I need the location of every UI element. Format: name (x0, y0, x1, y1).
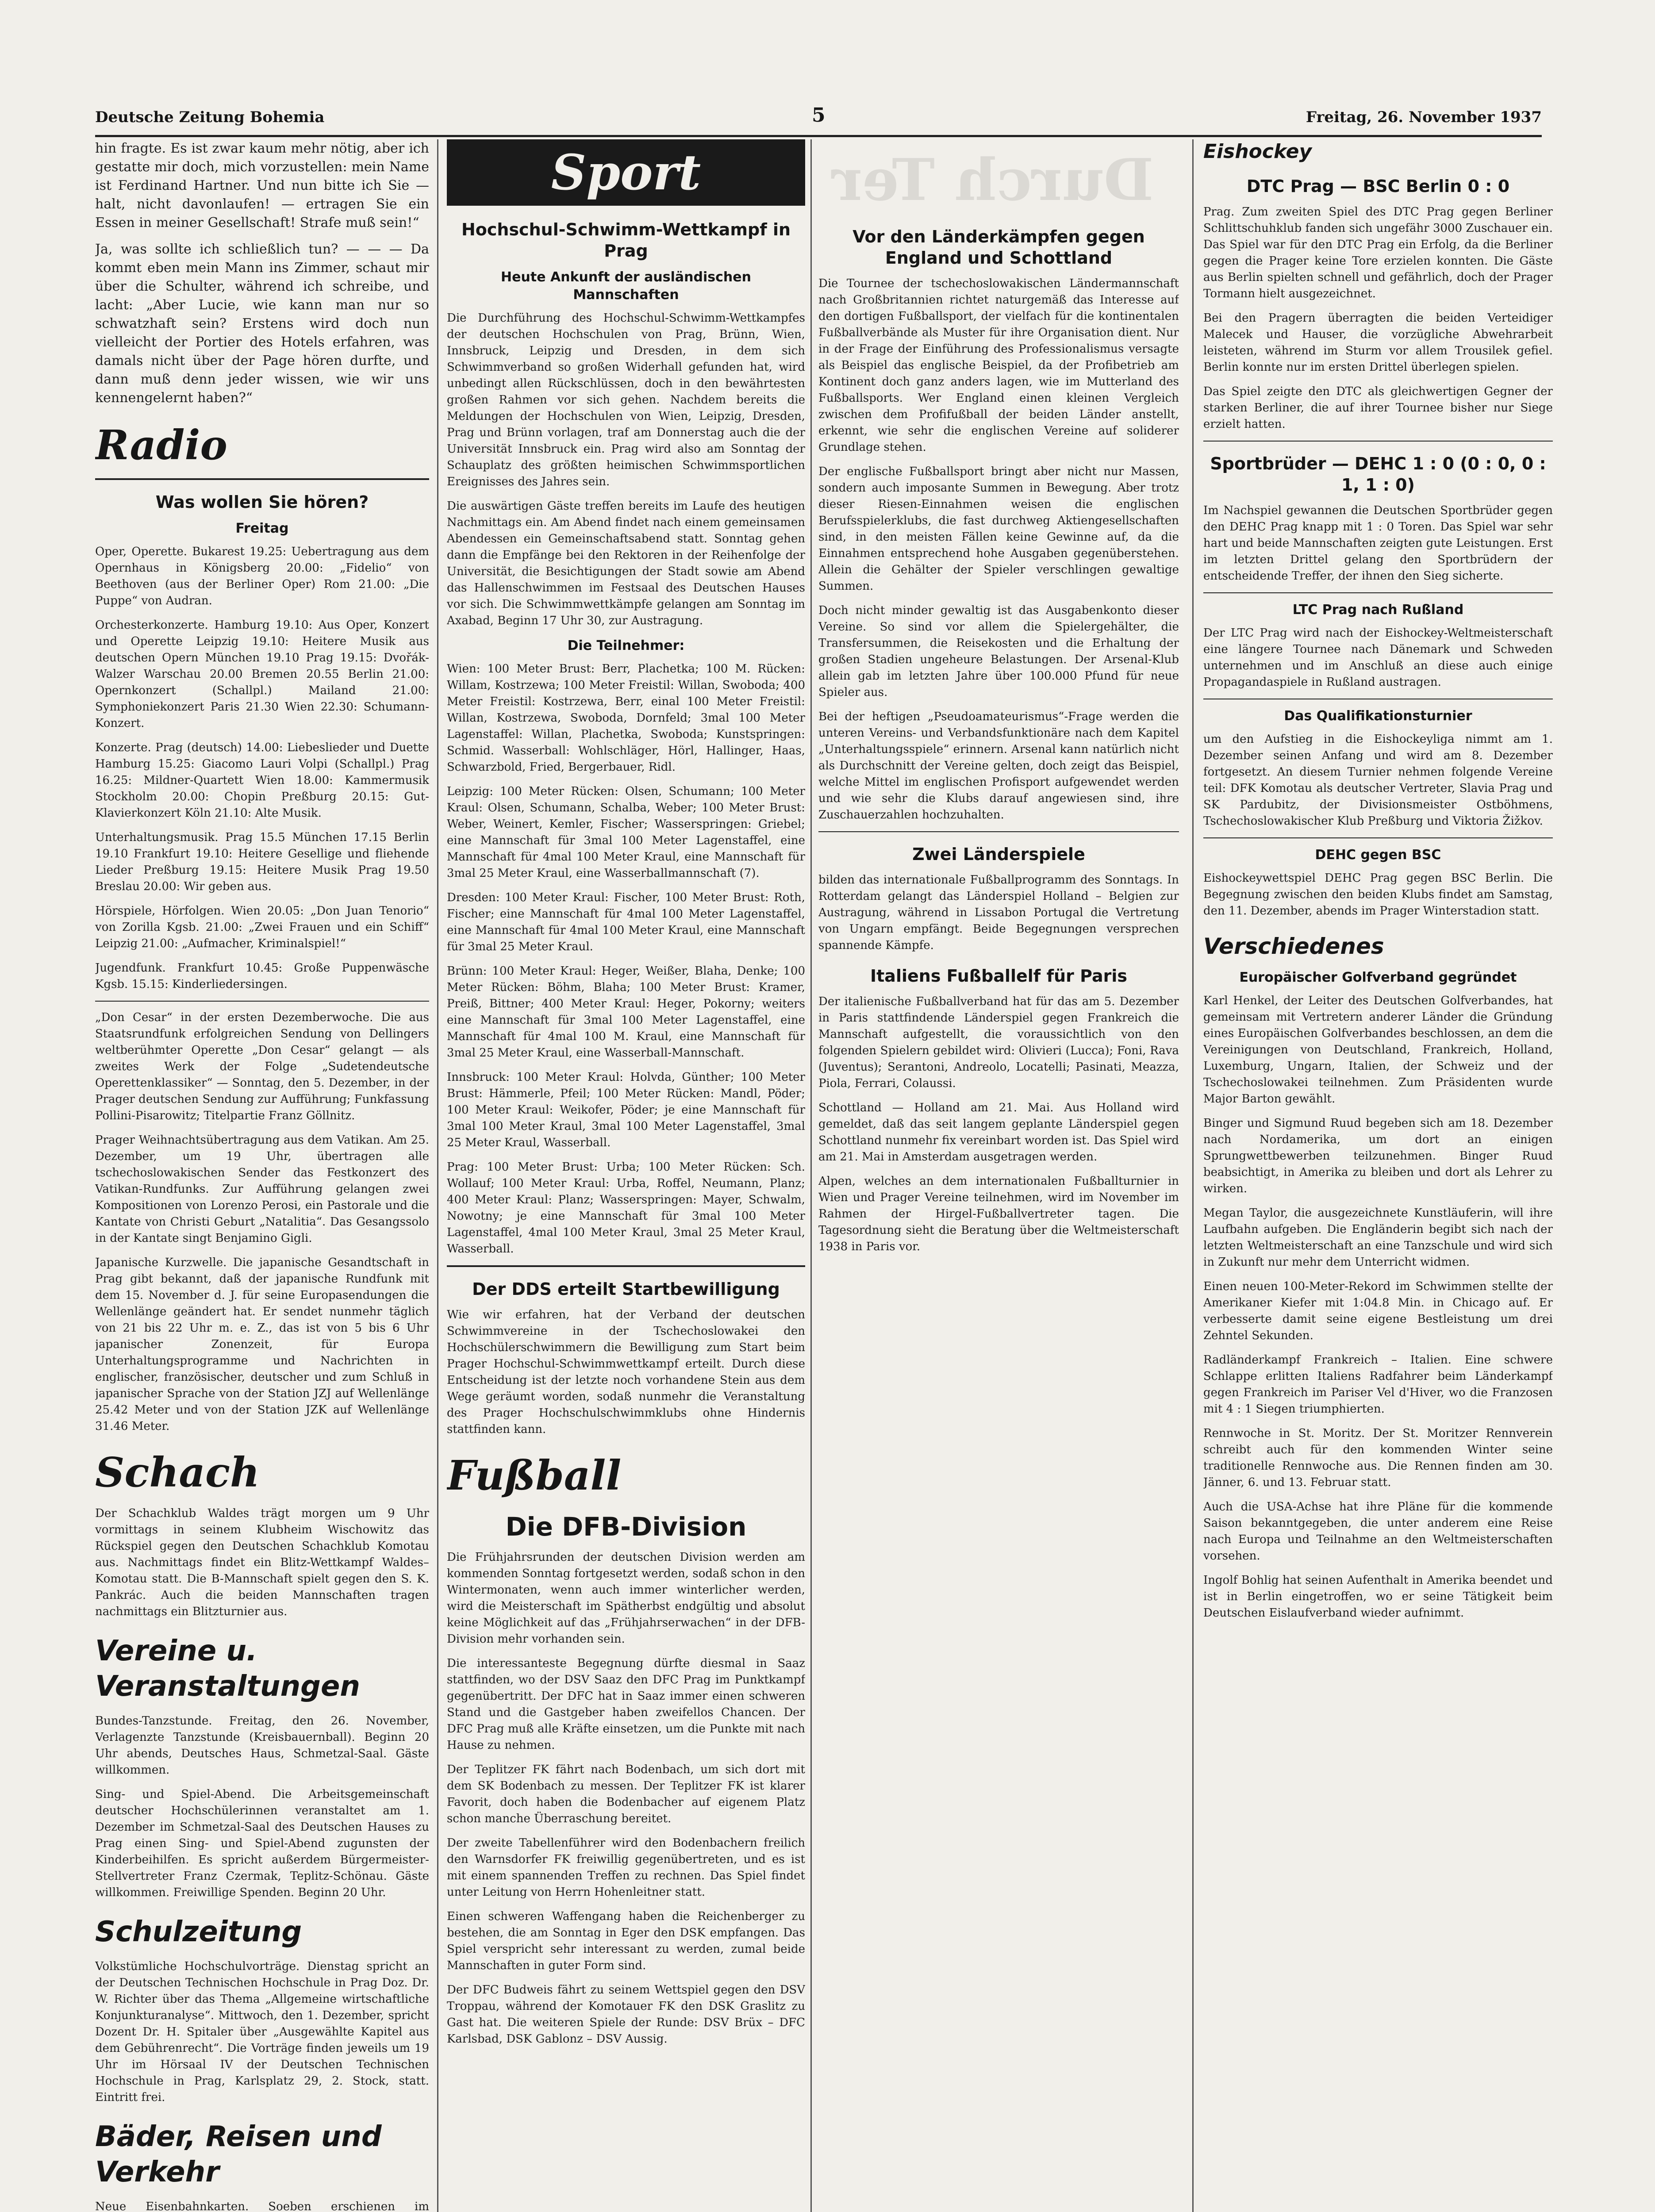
radio-listing: Konzerte. Prag (deutsch) 14.00: Liebeslieder und Duette Hamburg 15.25: Giacomo Lauri Volpi (Schallpl.) Prag 16.25: Mildner-Quartett Wien 18.00: Kammermusik Stockholm 20.00: Chopin Preßburg 20.15: Gut-Klavierkonzert Köln 21.10: Alte Musik. (95, 741, 429, 820)
radio-notice: „Don Cesar“ in der ersten Dezemberwoche. Die aus Staatsrundfunk erfolgreichen Sendung von Dellingers weltberühmter Operette „Don Cesar“ gelangt — als zweites Werk der Folge „Sudetendeutsche Operettenklassiker“ — Sonntag, den 5. Dezember, in der Prager deutschen Sendung zur Aufführung; Funkfassung Pollini-Pisarowitz; Titelpartie Franz Göllnitz. (95, 1011, 429, 1122)
countries-article: Doch nicht minder gewaltig ist das Ausgabenkonto dieser Vereine. So sind vor allem die Spielergehälter, die Transfersummen, die Reisekosten und die Erhaltung der großen Stadien ungeheure Belastungen. Der Arsenal-Klub allein gab im letzten Jahre über 100.000 Pfund für neue Spieler aus. (818, 604, 1179, 699)
section-banner-sport: Sport (447, 139, 805, 206)
section-title-radio: Radio (95, 421, 227, 469)
divider (818, 831, 1179, 832)
participants-list: Innsbruck: 100 Meter Kraul: Holvda, Günther; 100 Meter Brust: Hämmerle, Pfeil; 100 Meter Rücken: Mandl, Pöder; 100 Meter Kraul: Weikofer, Pöder; je eine Mannschaft für 3mal 100 Meter Kraul, 3mal 100 Meter Lagenstaffel, 3mal 25 Meter Kraul, Wasserball. (447, 1071, 805, 1149)
misc-article: Einen neuen 100-Meter-Rekord im Schwimmen stellte der Amerikaner Kiefer mit 1:04.8 Min. in Chicago auf. Er verbesserte damit seine eigene Bestleistung um drei Zehntel Sekunden. (1203, 1280, 1553, 1342)
sportbrueder-article: Im Nachspiel gewannen die Deutschen Sportbrüder gegen den DEHC Prag knapp mit 1 : 0 Toren. Das Spiel war sehr hart und beide Mannschaften zeigten gute Leistungen. Erst im letzten Drittel gelang den Sportbrüdern der entscheidende Treffer, der ihnen den Sieg sicherte. (1203, 504, 1553, 583)
column-rule (1192, 139, 1194, 2212)
section-title-vereine: Vereine u. Veranstaltungen (95, 1635, 360, 1703)
divider (95, 478, 429, 480)
radio-listing: Unterhaltungsmusik. Prag 15.5 München 17.15 Berlin 19.10 Frankfurt 19.10: Heitere Gesellige und fliehende Lieder Preßburg 19.15: Heitere Musik Prag 19.50 Breslau 20.00: Wir geben aus. (95, 831, 429, 893)
dfb-article: Der Teplitzer FK fährt nach Bodenbach, um sich dort mit dem SK Bodenbach zu messen. Der Teplitzer FK ist klarer Favorit, doch haben die Bodenbacher auf eigenem Platz schon manche Überraschung bereitet. (447, 1763, 805, 1825)
swimming-article: Die auswärtigen Gäste treffen bereits im Laufe des heutigen Nachmittags ein. Am Abend findet nach einem gemeinsamen Abendessen ein Gemeinschaftsabend statt. Sonntag gehen dann die Empfänge bei den Rektoren in der Reihenfolge der Universität, die Besichtigungen der Stadt sowie am Abend das Hallenschwimmen im Festsaal des Deutschen Hauses vor sich. Die Schwimmwettkämpfe gelangen am Sonntag im Axabad, Beginn 17 Uhr 30, zur Austragung. (447, 499, 805, 627)
section-title-icehockey: Eishockey (1203, 140, 1312, 163)
vereine-notice: Sing- und Spiel-Abend. Die Arbeitsgemeinschaft deutscher Hochschülerinnen veranstaltet am 1. Dezember im Schmetzal-Saal des Deutschen Hauses zu Prag einen Sing- und Spiel-Abend zugunsten der Kinderbeihilfen. Es spricht außerdem Bürgermeister-Stellvertreter Franz Czermak, Teplitz-Schönau. Gäste willkommen. Freiwillige Spenden. Beginn 20 Uhr. (95, 1788, 429, 1899)
subheadline-swimming: Heute Ankunft der ausländischen Mannschaften (501, 269, 751, 303)
headline-russia: LTC Prag nach Rußland (1292, 602, 1464, 618)
two-internationals-article: bilden das internationale Fußballprogramm des Sonntags. In Rotterdam gelangt das Länderspiel Holland – Belgien zur Austragung, während in Lissabon Portugal die Vertretung von Ungarn empfängt. Beide Begegnungen versprechen spannende Kämpfe. (818, 873, 1179, 952)
participants-list: Wien: 100 Meter Brust: Berr, Plachetka; 100 M. Rücken: Willam, Kostrzewa; 100 Meter Freistil: Willan, Swoboda; 400 Meter Freistil: Kostrzewa, Berr, einal 100 Meter Freistil: Willan, Kostrzewa, Swoboda, Dornfeld; 3mal 100 Meter Lagenstaffel: Willan, Plachetka, Swoboda; Kunstspringen: Schmid. Wasserball: Wohlschläger, Hörl, Hallinger, Haas, Schwarzbold, Fried, Bergerbauer, Ridl. (447, 662, 805, 774)
issue-date: Freitag, 26. November 1937 (1306, 108, 1542, 126)
radio-question: Was wollen Sie hören? (155, 492, 369, 512)
countries-article: Die Tournee der tschechoslowakischen Ländermannschaft nach Großbritannien richtet naturgemäß das Interesse auf den dortigen Fußballsport, der vielfach für die kontinentalen Fußballverbände als Muster für ihre Organisation dient. Nur in der Frage der Einführung des Professionalismus versagte als Beispiel das englische Beispiel, da der Profibetrieb am Kontinent doch ganz anders lagen, wie im Mutterland des Fußballsports. Wer England einen kleinen Vergleich zwischen dem Profifußball der beiden Länder anstellt, erkennt, wie sehr die englischen Vereine auf soliderer Grundlage stehen. (818, 277, 1179, 454)
divider (95, 1001, 429, 1002)
section-title-football: Fußball (447, 1452, 622, 1499)
russia-article: Der LTC Prag wird nach der Eishockey-Weltmeisterschaft eine längere Tournee nach Dänemark und Schweden unternehmen und im Anschluß an diese auch einige Propagandaspiele in Rußland austragen. (1203, 626, 1553, 689)
page-number: 5 (812, 104, 826, 127)
headline-dehc-bsc: DEHC gegen BSC (1315, 847, 1441, 863)
headline-dtc-bsc: DTC Prag — BSC Berlin 0 : 0 (1246, 177, 1510, 196)
headline-countries: Vor den Länderkämpfen gegen England und Schottland (852, 227, 1145, 268)
golf-article: Karl Henkel, der Leiter des Deutschen Golfverbandes, hat gemeinsam mit Vertretern anderer Länder die Gründung eines Europäischen Golfverbandes beschlossen, an dem die Vereinigungen von Deutschland, Frankreich, Holland, Luxemburg, Ungarn, Italien, der Schweiz und der Tschechoslowakei teilnehmen. Zum Präsidenten wurde Major Barton gewählt. (1203, 994, 1553, 1106)
misc-article: Auch die USA-Achse hat ihre Pläne für die kommende Saison bekanntgegeben, die unter anderem eine Reise nach Europa und Teilnahme an den Weltmeisterschaften vorsehen. (1203, 1500, 1553, 1563)
alpen-article: Alpen, welches an dem internationalen Fußballturnier in Wien und Prager Vereine teilnehmen, wird im November im Rahmen der Hirgel-Fußballvertreter tagen. Die Tagesordnung sieht die Beratung über die Weltmeisterschaft 1938 in Paris vor. (818, 1175, 1179, 1253)
dfb-article: Der zweite Tabellenführer wird den Bodenbachern freilich den Warnsdorfer FK freiwillig gegenübertreten, und es ist mit einem spannenden Treffen zu rechnen. Das Spiel findet unter Leitung von Herrn Hohenleitner statt. (447, 1836, 805, 1899)
page-header (95, 100, 1542, 137)
italy-article: Der italienische Fußballverband hat für das am 5. Dezember in Paris stattfindende Länderspiel gegen Frankreich die Mannschaft aufgestellt, die voraussichtlich von den folgenden Spielern gebildet wird: Olivieri (Lucca); Foni, Rava (Juventus); Serantoni, Andreolo, Locatelli; Pasinati, Meazza, Piola, Ferrari, Colaussi. (818, 995, 1179, 1090)
swimming-article: Die Durchführung des Hochschul-Schwimm-Wettkampfes der deutschen Hochschulen von Prag, Brünn, Wien, Innsbruck, Leipzig und Dresden, in dem sich Schwimmverband so großen Widerhall gefunden hat, wird unbedingt allen Rückschlüssen, doch in den bewährtesten großen Rahmen vor sich gehen. Nachdem bereits die Meldungen der Hochschulen von Wien, Leipzig, Dresden, Prag und Brünn vorlagen, traf am Donnerstag auch die der Universität Innsbruck ein. Prag wird also am Sonntag der Schauplatz des größten heimischen Schwimmsportlichen Ereignisses des Jahres sein. (447, 311, 805, 488)
radio-day: Freitag (235, 521, 289, 536)
radio-listing: Hörspiele, Hörfolgen. Wien 20.05: „Don Juan Tenorio“ von Zorilla Kgsb. 21.00: „Zwei Frauen und ein Schiff“ Leipzig 21.00: „Aufmacher, Kriminalspiel!“ (95, 904, 429, 950)
story-continuation: Ja, was sollte ich schließlich tun? — — — Da kommt eben mein Mann ins Zimmer, schaut mir über die Schulter, während ich schreibe, und lacht: „Aber Lucie, wie kann man nur so schwatzhaft sein? Erstens wird doch nun vielleicht der Portier des Hotels erfahren, was damals nicht über der Page hören durfte, und dann muß denn jeder wissen, wie wir uns kennengelernt haben?“ (95, 242, 429, 406)
dds-article: Wie wir erfahren, hat der Verband der deutschen Schwimmvereine in der Tschechoslowakei den Hochschülerschwimmern die Bewilligung zum Start beim Prager Hochschul-Schwimmwettkampf erteilt. Durch diese Entscheidung ist der letzte noch vorhandene Stein aus dem Wege geräumt worden, sodaß nunmehr die Veranstaltung des Prager Hochschulschwimmklubs ohne Hindernis stattfinden kann. (447, 1308, 805, 1436)
story-continuation: hin fragte. Es ist zwar kaum mehr nötig, aber ich gestatte mir doch, mich vorzustellen: mein Name ist Ferdinand Hartner. Und nun bitte ich Sie — halt, nicht davonlaufen! — ertragen Sie ein Essen in meiner Gesellschaft! Strafe muß sein!“ (95, 141, 429, 230)
participants-list: Prag: 100 Meter Brust: Urba; 100 Meter Rücken: Sch. Wollauf; 100 Meter Kraul: Urba, Roffel, Neumann, Planz; 400 Meter Kraul: Planz; Wasserspringen: Mayer, Schwalm, Nowotny; je eine Mannschaft für 3mal 100 Meter Lagenstaffel, 4mal 100 Meter Kraul, 3mal 25 Meter Kraul, Wasserball. (447, 1160, 805, 1256)
school-article: Volkstümliche Hochschulvorträge. Dienstag spricht an der Deutschen Technischen Hochschule in Prag Doz. Dr. W. Richter über das Thema „Allgemeine wirtschaftliche Konjunkturanalyse“. Mittwoch, den 1. Dezember, spricht Dozent Dr. H. Spitaler über „Ausgewählte Kapitel aus dem Gebührenrecht“. Die Vorträge finden jeweils um 19 Uhr im Hörsaal IV der Deutschen Technischen Hochschule in Prag, Karlsplatz 29, 2. Stock, statt. Eintritt frei. (95, 1960, 429, 2104)
column-rule (810, 139, 812, 2212)
headline-golf: Europäischer Golfverband gegründet (1239, 970, 1517, 985)
icehockey-article: Prag. Zum zweiten Spiel des DTC Prag gegen Berliner Schlittschuhklub fanden sich ungefähr 3000 Zuschauer ein. Das Spiel war für den DTC Prag ein Erfolg, da die Berliner gegen die Prager keine Tore erzielen konnten. Die Gäste aus Berlin spielten schnell und gefährlich, doch der Prager Tormann hielt ausgezeichnet. (1203, 205, 1553, 300)
vereine-notice: Bundes-Tanzstunde. Freitag, den 26. November, Verlagenzte Tanzstunde (Kreisbauernball). Beginn 20 Uhr abends, Deutsches Haus, Schmetzal-Saal. Gäste willkommen. (95, 1714, 429, 1777)
headline-dfb-division: Die DFB-Division (505, 1512, 747, 1542)
headline-italy: Italiens Fußballelf für Paris (870, 966, 1127, 986)
countries-article: Der englische Fußballsport bringt aber nicht nur Massen, sondern auch imposante Summen in Bewegung. Aber trotz dieser Riesen-Einnahmen weisen die englischen Berufsspielerklubs, die fast durchweg Aktiengesellschaften sind, in den meisten Fällen keine Gewinne auf, da die Einnahmen entsprechend hohe Ausgaben gegenüberstehen. Allein die Gehälter der Spieler verschlingen gewaltige Summen. (818, 465, 1179, 593)
qualification-article: um den Aufstieg in die Eishockeyliga nimmt am 1. Dezember seinen Anfang und wird am 8. Dezember fortgesetzt. An diesem Turnier nehmen folgende Vereine teil: DFK Komotau als deutscher Vertreter, Slavia Prag und SK Pardubitz, der Divisionsmeister Ostböhmens, Tschechoslowakischer Klub Preßburg und Viktoria Žižkov. (1203, 733, 1553, 828)
icehockey-article: Bei den Pragern überragten die beiden Verteidiger Malecek und Hauser, die vorzügliche Abwehrarbeit leisteten, während im Sturm vor allem Trousilek gefiel. Berlin konnte nur im ersten Drittel überlegen spielen. (1203, 311, 1553, 374)
scotland-article: Schottland — Holland am 21. Mai. Aus Holland wird gemeldet, daß das seit langem geplante Länderspiel gegen Schottland nunmehr fix vereinbart worden ist. Das Spiel wird am 21. Mai in Amsterdam ausgetragen werden. (818, 1101, 1179, 1164)
dfb-article: Die interessanteste Begegnung dürfte diesmal in Saaz stattfinden, wo der DSV Saaz den DFC Prag im Punktkampf gegenübertritt. Der DFC hat in Saaz immer einen schweren Stand und die Gastgeber haben zweifellos Chancen. Der DFC Prag muß alle Kräfte einsetzen, um die Punkte mit nach Hause zu nehmen. (447, 1657, 805, 1752)
divider (1203, 441, 1553, 442)
radio-listing: Oper, Operette. Bukarest 19.25: Uebertragung aus dem Opernhaus in Königsberg 20.00: „Fidelio“ von Beethoven (aus der Berliner Oper) Rom 21.00: „Die Puppe“ von Audran. (95, 545, 429, 607)
misc-article: Megan Taylor, die ausgezeichnete Kunstläuferin, will ihre Laufbahn aufgeben. Die Engländerin begibt sich nach der letzten Weltmeisterschaft an eine Tanzschule und wird sich in Zukunft nur mehr dem Unterricht widmen. (1203, 1206, 1553, 1269)
icehockey-article: Das Spiel zeigte den DTC als gleichwertigen Gegner der starken Berliner, die auf ihrer Tournee bisher nur Siege erzielt hatten. (1203, 385, 1553, 431)
participants-list: Leipzig: 100 Meter Rücken: Olsen, Schumann; 100 Meter Kraul: Olsen, Schumann, Schalba, Weber; 100 Meter Brust: Weber, Weinert, Kemler, Fischer; Wasserspringen: Griebel; eine Mannschaft für 3mal 100 Meter Lagenstaffel, eine Mannschaft für 4mal 100 Meter Kraul, eine Mannschaft für 3mal 25 Meter Kraul, eine Wasserballmannschaft (7). (447, 785, 805, 880)
misc-article: Binger und Sigmund Ruud begeben sich am 18. Dezember nach Nordamerika, um dort an einigen Sprungwettbewerben teilzunehmen. Binger Ruud beabsichtigt, in Amerika zu bleiben und dort als Lehrer zu wirken. (1203, 1117, 1553, 1195)
section-title-chess: Schach (95, 1448, 260, 1496)
divider (1203, 837, 1553, 838)
section-title-school: Schulzeitung (95, 1916, 302, 1948)
headline-dds: Der DDS erteilt Startbewilligung (472, 1279, 780, 1299)
travel-article: Neue Eisenbahnkarten. Soeben erschienen im (95, 2200, 429, 2212)
radio-notice: Japanische Kurzwelle. Die japanische Gesandtschaft in Prag gibt bekannt, daß der japanische Rundfunk mit dem 15. November d. J. für seine Europasendungen die Wellenlänge geändert hat. Er sendet nunmehr täglich von 21 bis 22 Uhr m. e. Z., das ist von 5 bis 6 Uhr japanischer Zonenzeit, für Europa Unterhaltungsprogramme und Nachrichten in englischer, französischer, deutscher und zum Schluß in japanischer Sprache von der Station JZJ auf Wellenlänge 25.42 Meter und von der Station JZK auf Wellenlänge 31.46 Meter. (95, 1256, 429, 1433)
participants-list: Dresden: 100 Meter Kraul: Fischer, 100 Meter Brust: Roth, Fischer; eine Mannschaft für 4mal 100 Meter Lagenstaffel, eine Mannschaft für 4mal 100 Meter Kraul, eine Mannschaft für 3mal 25 Meter Kraul. (447, 891, 805, 953)
column-1 (95, 139, 429, 2212)
spacer (818, 139, 1179, 215)
section-title-travel: Bäder, Reisen und Verkehr (95, 2120, 382, 2189)
column-rule (437, 139, 438, 2212)
column-3 (818, 139, 1179, 2212)
chess-article: Der Schachklub Waldes trägt morgen um 9 Uhr vormittags in seinem Klubheim Wischowitz das Rückspiel gegen den Deutschen Schachklub Komotau aus. Nachmittags findet ein Blitz-Wettkampf Waldes–Komotau statt. Die B-Mannschaft spielt gegen den S. K. Pankrác. Auch die beiden Mannschaften tragen nachmittags ein Blitzturnier aus. (95, 1507, 429, 1618)
headline-sportbrueder: Sportbrüder — DEHC 1 : 0 (0 : 0, 0 : 1, 1 : 0) (1210, 454, 1546, 495)
column-2 (447, 139, 805, 2212)
show-through-text: Durch Ter (832, 146, 1154, 214)
countries-article: Bei der heftigen „Pseudoamateurismus“-Frage werden die unteren Vereins- und Verbandsfunktionäre nach dem Kapitel „Unterhaltungsspiele“ erinnern. Arsenal kann natürlich nicht als Durchschnitt der Vereine gelten, doch zeigt das Beispiel, welche Mittel im englischen Profisport aufgewendet werden und wie sehr die Klubs darauf angewiesen sind, ihre Zuschauerzahlen hochzuhalten. (818, 710, 1179, 822)
participants-list: Brünn: 100 Meter Kraul: Heger, Weißer, Blaha, Denke; 100 Meter Rücken: Böhm, Blaha; 100 Meter Brust: Kramer, Preiß, Bittner; 400 Meter Kraul: Heger, Pokorny; weiters eine Mannschaft für 3mal 100 Meter Lagenstaffel, eine Mannschaft für 4mal 100 M. Kraul, eine Mannschaft für 3mal 25 Meter Kraul, eine Wasserball-Mannschaft. (447, 964, 805, 1060)
headline-two-internationals: Zwei Länderspiele (912, 845, 1085, 864)
divider (447, 1265, 805, 1267)
radio-listing: Orchesterkonzerte. Hamburg 19.10: Aus Oper, Konzert und Operette Leipzig 19.10: Heitere Musik aus deutschen Opern München 19.10 Prag 19.15: Dvořák-Walzer Warschau 20.00 Bremen 20.55 Berlin 21.00: Opernkonzert (Schallpl.) Mailand 21.00: Symphoniekonzert Paris 21.30 Wien 22.30: Schumann-Konzert. (95, 618, 429, 730)
section-title-misc: Verschiedenes (1203, 933, 1384, 959)
dfb-article: Einen schweren Waffengang haben die Reichenberger zu bestehen, die am Sonntag in Eger den DSK empfangen. Das Spiel verspricht sehr interessant zu werden, zumal beide Mannschaften in guter Form sind. (447, 1910, 805, 1972)
headline-swimming: Hochschul-Schwimm-Wettkampf in Prag (461, 220, 791, 261)
dfb-article: Die Frühjahrsrunden der deutschen Division werden am kommenden Sonntag fortgesetzt werden, sodaß schon in den Wintermonaten, wenn auch immer winterlicher werden, wird die Meisterschaft im Spätherbst endgültig und absolut keine Möglichkeit auf das „Frühjahrserwachen“ in der DFB-Division mehr vorhanden sein. (447, 1551, 805, 1646)
divider (1203, 592, 1553, 593)
radio-listing: Jugendfunk. Frankfurt 10.45: Große Puppenwäsche Kgsb. 15.15: Kinderliedersingen. (95, 961, 429, 991)
dfb-article: Der DFC Budweis fährt zu seinem Wettspiel gegen den DSV Troppau, während der Komotauer FK den DSK Graslitz zu Gast hat. Die weiteren Spiele der Runde: DSV Brüx – DFC Karlsbad, DSK Gablonz – DSV Aussig. (447, 1983, 805, 2046)
column-4 (1203, 139, 1553, 2212)
newspaper-name: Deutsche Zeitung Bohemia (95, 108, 325, 126)
radio-notice: Prager Weihnachtsübertragung aus dem Vatikan. Am 25. Dezember, um 19 Uhr, übertragen alle tschechoslowakischen Sender das Festkonzert des Vatikan-Rundfunks. Zur Aufführung gelangen zwei Kompositionen von Lorenzo Perosi, ein Pastorale und die Kantate von Christi Geburt „Natalitia“. Das Gesangssolo in der Kantate singt Benjamino Gigli. (95, 1133, 429, 1245)
misc-article: Radländerkampf Frankreich – Italien. Eine schwere Schlappe erlitten Italiens Radfahrer beim Länderkampf gegen Frankreich im Pariser Vel d'Hiver, wo die Franzosen mit 4 : 1 Siegen triumphierten. (1203, 1353, 1553, 1416)
participants-heading: Die Teilnehmer: (567, 638, 685, 653)
misc-article: Ingolf Bohlig hat seinen Aufenthalt in Amerika beendet und ist in Berlin eingetroffen, wo er seine Tätigkeit beim Deutschen Eislaufverband wieder aufnimmt. (1203, 1574, 1553, 1620)
dehc-article: Eishockeywettspiel DEHC Prag gegen BSC Berlin. Die Begegnung zwischen den beiden Klubs findet am Samstag, den 11. Dezember, abends im Prager Winterstadion statt. (1203, 872, 1553, 918)
headline-qualification: Das Qualifikationsturnier (1284, 708, 1472, 724)
misc-article: Rennwoche in St. Moritz. Der St. Moritzer Rennverein schreibt auch für den kommenden Winter seine traditionelle Rennwoche aus. Die Rennen finden am 30. Jänner, 6. und 13. Februar statt. (1203, 1427, 1553, 1489)
